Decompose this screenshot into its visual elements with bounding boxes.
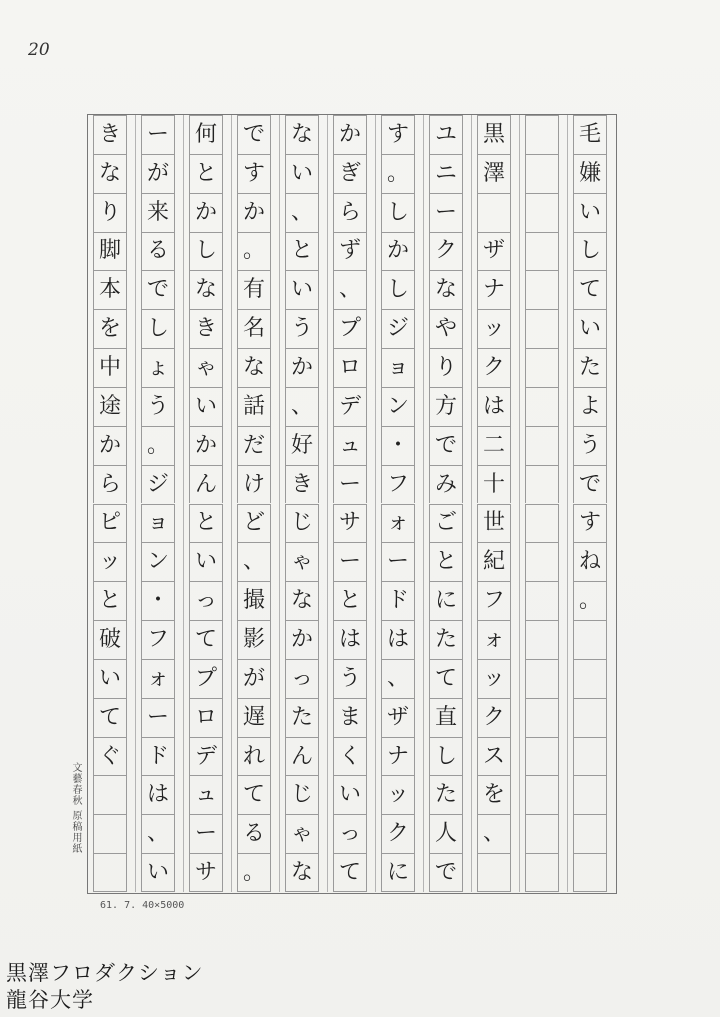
column-divider bbox=[567, 115, 568, 892]
manuscript-cell: ゃ bbox=[285, 814, 319, 853]
manuscript-cell: う bbox=[333, 659, 367, 698]
column-divider bbox=[375, 115, 376, 892]
manuscript-cell: 、 bbox=[237, 542, 271, 581]
manuscript-cell: く bbox=[333, 737, 367, 776]
manuscript-cell bbox=[573, 659, 607, 698]
collection-watermark bbox=[6, 960, 204, 1014]
manuscript-cell: け bbox=[237, 465, 271, 504]
manuscript-cell: デ bbox=[189, 737, 223, 776]
manuscript-cell: で bbox=[141, 270, 175, 309]
manuscript-cell: 途 bbox=[93, 387, 127, 426]
manuscript-cell: い bbox=[189, 542, 223, 581]
manuscript-cell: 。 bbox=[141, 426, 175, 465]
manuscript-cell: を bbox=[93, 309, 127, 348]
manuscript-cell: に bbox=[381, 853, 415, 892]
manuscript-cell: た bbox=[285, 698, 319, 737]
manuscript-cell: な bbox=[189, 270, 223, 309]
manuscript-cell: 名 bbox=[237, 309, 271, 348]
manuscript-cell: ド bbox=[381, 581, 415, 620]
manuscript-cell: ォ bbox=[381, 504, 415, 543]
manuscript-cell bbox=[525, 581, 559, 620]
manuscript-cell: 。 bbox=[237, 232, 271, 271]
manuscript-cell: っ bbox=[285, 659, 319, 698]
manuscript-cell: フ bbox=[141, 620, 175, 659]
manuscript-cell: ク bbox=[429, 232, 463, 271]
manuscript-cell: い bbox=[333, 775, 367, 814]
manuscript-cell: ご bbox=[429, 504, 463, 543]
column-divider bbox=[183, 115, 184, 892]
manuscript-cell: で bbox=[573, 465, 607, 504]
manuscript-cell: 有 bbox=[237, 270, 271, 309]
manuscript-cell: ュ bbox=[189, 775, 223, 814]
manuscript-cell: ー bbox=[429, 193, 463, 232]
manuscript-cell: 話 bbox=[237, 387, 271, 426]
manuscript-cell: か bbox=[285, 348, 319, 387]
manuscript-cell: ニ bbox=[429, 154, 463, 193]
manuscript-cell: ク bbox=[381, 814, 415, 853]
manuscript-cell: ョ bbox=[381, 348, 415, 387]
manuscript-cell: う bbox=[573, 426, 607, 465]
manuscript-cell: 黒 bbox=[477, 115, 511, 154]
manuscript-cell bbox=[477, 853, 511, 892]
manuscript-cell: ン bbox=[381, 387, 415, 426]
manuscript-cell: 、 bbox=[285, 193, 319, 232]
manuscript-cell: ド bbox=[141, 737, 175, 776]
manuscript-cell: ま bbox=[333, 698, 367, 737]
manuscript-cell: か bbox=[381, 232, 415, 271]
manuscript-cell: ク bbox=[477, 348, 511, 387]
manuscript-cell: ォ bbox=[141, 659, 175, 698]
manuscript-cell: ど bbox=[237, 504, 271, 543]
manuscript-cell: ん bbox=[189, 465, 223, 504]
manuscript-cell bbox=[477, 193, 511, 232]
manuscript-column bbox=[423, 115, 471, 892]
manuscript-cell bbox=[525, 737, 559, 776]
manuscript-column bbox=[183, 115, 231, 892]
manuscript-cell: に bbox=[429, 581, 463, 620]
manuscript-cell: 、 bbox=[141, 814, 175, 853]
manuscript-cell: い bbox=[141, 853, 175, 892]
manuscript-cell: ん bbox=[285, 737, 319, 776]
manuscript-cell bbox=[525, 659, 559, 698]
manuscript-cell: み bbox=[429, 465, 463, 504]
manuscript-cell: ー bbox=[141, 115, 175, 154]
manuscript-cell: は bbox=[477, 387, 511, 426]
manuscript-cell: と bbox=[429, 542, 463, 581]
manuscript-cell: プ bbox=[189, 659, 223, 698]
manuscript-cell: か bbox=[333, 115, 367, 154]
manuscript-cell: 、 bbox=[333, 270, 367, 309]
manuscript-cell: し bbox=[189, 232, 223, 271]
manuscript-cell: が bbox=[237, 659, 271, 698]
manuscript-cell: よ bbox=[573, 387, 607, 426]
form-code: 61. 7. 40×5000 bbox=[100, 900, 185, 911]
manuscript-cell: サ bbox=[189, 853, 223, 892]
manuscript-cell: な bbox=[285, 853, 319, 892]
manuscript-cell: 方 bbox=[429, 387, 463, 426]
manuscript-cell: フ bbox=[477, 581, 511, 620]
manuscript-cell: 好 bbox=[285, 426, 319, 465]
manuscript-cell: 本 bbox=[93, 270, 127, 309]
manuscript-cell: ジ bbox=[141, 465, 175, 504]
manuscript-cell bbox=[525, 504, 559, 543]
manuscript-cell: 破 bbox=[93, 620, 127, 659]
manuscript-cell: ロ bbox=[333, 348, 367, 387]
manuscript-cell: ぎ bbox=[333, 154, 367, 193]
manuscript-cell: た bbox=[573, 348, 607, 387]
manuscript-cell: フ bbox=[381, 465, 415, 504]
manuscript-cell: て bbox=[333, 853, 367, 892]
manuscript-cell: 来 bbox=[141, 193, 175, 232]
column-divider bbox=[327, 115, 328, 892]
manuscript-cell: 、 bbox=[285, 387, 319, 426]
manuscript-cell: れ bbox=[237, 737, 271, 776]
manuscript-cell: 、 bbox=[477, 814, 511, 853]
manuscript-cell: て bbox=[93, 698, 127, 737]
manuscript-cell: な bbox=[93, 154, 127, 193]
manuscript-cell: ッ bbox=[477, 659, 511, 698]
manuscript-grid bbox=[87, 114, 617, 894]
manuscript-cell bbox=[573, 775, 607, 814]
manuscript-cell: と bbox=[189, 154, 223, 193]
manuscript-cell: 遅 bbox=[237, 698, 271, 737]
manuscript-cell: き bbox=[285, 465, 319, 504]
manuscript-cell: ら bbox=[333, 193, 367, 232]
manuscript-cell: て bbox=[429, 659, 463, 698]
column-divider bbox=[423, 115, 424, 892]
column-divider bbox=[135, 115, 136, 892]
manuscript-cell: が bbox=[141, 154, 175, 193]
manuscript-column bbox=[519, 115, 567, 892]
manuscript-cell: し bbox=[573, 232, 607, 271]
column-divider bbox=[471, 115, 472, 892]
manuscript-cell: 。 bbox=[573, 581, 607, 620]
manuscript-cell: か bbox=[189, 426, 223, 465]
manuscript-column bbox=[471, 115, 519, 892]
watermark-line-2: 龍谷大学 bbox=[6, 988, 94, 1012]
manuscript-cell bbox=[525, 270, 559, 309]
manuscript-cell: い bbox=[189, 387, 223, 426]
manuscript-cell: ォ bbox=[477, 620, 511, 659]
manuscript-cell bbox=[525, 232, 559, 271]
manuscript-cell: り bbox=[93, 193, 127, 232]
manuscript-cell: か bbox=[237, 193, 271, 232]
manuscript-cell bbox=[573, 620, 607, 659]
manuscript-cell: ロ bbox=[189, 698, 223, 737]
manuscript-cell: 澤 bbox=[477, 154, 511, 193]
manuscript-cell: ピ bbox=[93, 504, 127, 543]
manuscript-cell: き bbox=[93, 115, 127, 154]
manuscript-cell: だ bbox=[237, 426, 271, 465]
manuscript-column bbox=[87, 115, 135, 892]
manuscript-cell: ン bbox=[141, 542, 175, 581]
manuscript-cell: デ bbox=[333, 387, 367, 426]
manuscript-cell: り bbox=[429, 348, 463, 387]
manuscript-cell: ー bbox=[333, 465, 367, 504]
manuscript-cell: ね bbox=[573, 542, 607, 581]
manuscript-cell: ク bbox=[477, 698, 511, 737]
manuscript-cell: し bbox=[429, 737, 463, 776]
manuscript-cell: る bbox=[141, 232, 175, 271]
manuscript-cell: た bbox=[429, 775, 463, 814]
manuscript-cell: ッ bbox=[93, 542, 127, 581]
manuscript-cell: 人 bbox=[429, 814, 463, 853]
manuscript-cell: っ bbox=[333, 814, 367, 853]
manuscript-cell: ー bbox=[189, 814, 223, 853]
manuscript-cell bbox=[573, 737, 607, 776]
manuscript-cell bbox=[93, 775, 127, 814]
manuscript-cell: ょ bbox=[141, 348, 175, 387]
manuscript-cell: サ bbox=[333, 504, 367, 543]
manuscript-column bbox=[231, 115, 279, 892]
manuscript-cell: か bbox=[93, 426, 127, 465]
manuscript-cell: な bbox=[285, 581, 319, 620]
manuscript-cell: な bbox=[237, 348, 271, 387]
manuscript-cell: で bbox=[237, 115, 271, 154]
manuscript-cell bbox=[525, 193, 559, 232]
manuscript-column bbox=[327, 115, 375, 892]
manuscript-cell: 十 bbox=[477, 465, 511, 504]
manuscript-cell: 、 bbox=[381, 659, 415, 698]
manuscript-cell: ー bbox=[333, 542, 367, 581]
manuscript-cell bbox=[525, 309, 559, 348]
manuscript-cell bbox=[525, 115, 559, 154]
manuscript-cell: は bbox=[381, 620, 415, 659]
manuscript-cell: て bbox=[237, 775, 271, 814]
manuscript-cell: ・ bbox=[381, 426, 415, 465]
manuscript-cell bbox=[93, 853, 127, 892]
manuscript-column bbox=[375, 115, 423, 892]
manuscript-cell: 紀 bbox=[477, 542, 511, 581]
manuscript-cell: ザ bbox=[381, 698, 415, 737]
manuscript-cell: ぐ bbox=[93, 737, 127, 776]
manuscript-cell: を bbox=[477, 775, 511, 814]
manuscript-cell: し bbox=[141, 309, 175, 348]
manuscript-cell: き bbox=[189, 309, 223, 348]
manuscript-cell: ナ bbox=[381, 737, 415, 776]
manuscript-column bbox=[135, 115, 183, 892]
manuscript-cell: ゃ bbox=[189, 348, 223, 387]
manuscript-cell: て bbox=[573, 270, 607, 309]
manuscript-cell bbox=[525, 698, 559, 737]
column-divider bbox=[519, 115, 520, 892]
manuscript-cell: か bbox=[285, 620, 319, 659]
manuscript-cell bbox=[525, 387, 559, 426]
manuscript-cell: て bbox=[189, 620, 223, 659]
manuscript-cell bbox=[573, 698, 607, 737]
manuscript-cell bbox=[93, 814, 127, 853]
manuscript-cell: ョ bbox=[141, 504, 175, 543]
manuscript-cell: る bbox=[237, 814, 271, 853]
manuscript-cell: ら bbox=[93, 465, 127, 504]
manuscript-cell bbox=[525, 775, 559, 814]
manuscript-cell: す bbox=[573, 504, 607, 543]
manuscript-cell: ッ bbox=[477, 309, 511, 348]
manuscript-cell bbox=[525, 853, 559, 892]
manuscript-cell: 何 bbox=[189, 115, 223, 154]
manuscript-cell: 撮 bbox=[237, 581, 271, 620]
manuscript-cell: ス bbox=[477, 737, 511, 776]
manuscript-cell bbox=[525, 620, 559, 659]
manuscript-cell: 世 bbox=[477, 504, 511, 543]
manuscript-cell bbox=[525, 542, 559, 581]
manuscript-cell bbox=[525, 154, 559, 193]
manuscript-cell: ッ bbox=[381, 775, 415, 814]
manuscript-cell: す bbox=[381, 115, 415, 154]
manuscript-cell: う bbox=[285, 309, 319, 348]
manuscript-cell: 脚 bbox=[93, 232, 127, 271]
manuscript-cell: で bbox=[429, 853, 463, 892]
manuscript-cell: う bbox=[141, 387, 175, 426]
manuscript-cell: た bbox=[429, 620, 463, 659]
manuscript-cell: は bbox=[333, 620, 367, 659]
manuscript-cell: ず bbox=[333, 232, 367, 271]
manuscript-cell: じ bbox=[285, 775, 319, 814]
manuscript-cell: っ bbox=[189, 581, 223, 620]
manuscript-cell: 二 bbox=[477, 426, 511, 465]
manuscript-cell bbox=[525, 814, 559, 853]
manuscript-cell: 影 bbox=[237, 620, 271, 659]
manuscript-cell: い bbox=[93, 659, 127, 698]
manuscript-cell: 。 bbox=[381, 154, 415, 193]
page-number: 20 bbox=[28, 40, 50, 60]
manuscript-cell bbox=[525, 465, 559, 504]
manuscript-cell: し bbox=[381, 193, 415, 232]
manuscript-cell: す bbox=[237, 154, 271, 193]
manuscript-cell: や bbox=[429, 309, 463, 348]
manuscript-cell: 直 bbox=[429, 698, 463, 737]
column-divider bbox=[279, 115, 280, 892]
manuscript-column bbox=[567, 115, 615, 892]
manuscript-cell: じ bbox=[285, 504, 319, 543]
manuscript-cell: ユ bbox=[429, 115, 463, 154]
manuscript-cell: ジ bbox=[381, 309, 415, 348]
watermark-line-1: 黒澤フロダクション bbox=[6, 961, 204, 985]
manuscript-cell: い bbox=[285, 154, 319, 193]
manuscript-cell: か bbox=[189, 193, 223, 232]
manuscript-cell: な bbox=[285, 115, 319, 154]
manuscript-cell: ー bbox=[381, 542, 415, 581]
manuscript-cell: ・ bbox=[141, 581, 175, 620]
manuscript-cell: 。 bbox=[237, 853, 271, 892]
manuscript-cell: 嫌 bbox=[573, 154, 607, 193]
manuscript-cell: ュ bbox=[333, 426, 367, 465]
manuscript-cell: ナ bbox=[477, 270, 511, 309]
manuscript-cell: な bbox=[429, 270, 463, 309]
manuscript-cell: ゃ bbox=[285, 542, 319, 581]
manuscript-cell: と bbox=[93, 581, 127, 620]
manuscript-cell: い bbox=[285, 270, 319, 309]
manuscript-cell: で bbox=[429, 426, 463, 465]
manuscript-cell: と bbox=[285, 232, 319, 271]
manuscript-column bbox=[279, 115, 327, 892]
manuscript-cell: い bbox=[573, 193, 607, 232]
manuscript-cell: と bbox=[333, 581, 367, 620]
column-divider bbox=[231, 115, 232, 892]
manuscript-cell: ー bbox=[141, 698, 175, 737]
manuscript-cell: プ bbox=[333, 309, 367, 348]
manuscript-cell: し bbox=[381, 270, 415, 309]
manuscript-cell: は bbox=[141, 775, 175, 814]
manuscript-cell bbox=[525, 348, 559, 387]
manuscript-cell bbox=[525, 426, 559, 465]
manuscript-cell bbox=[573, 814, 607, 853]
manuscript-cell: 中 bbox=[93, 348, 127, 387]
publisher-label: 文藝春秋 原稿用紙 bbox=[70, 762, 81, 855]
manuscript-cell: と bbox=[189, 504, 223, 543]
manuscript-cell: ザ bbox=[477, 232, 511, 271]
manuscript-cell: 毛 bbox=[573, 115, 607, 154]
manuscript-cell: い bbox=[573, 309, 607, 348]
manuscript-cell bbox=[573, 853, 607, 892]
